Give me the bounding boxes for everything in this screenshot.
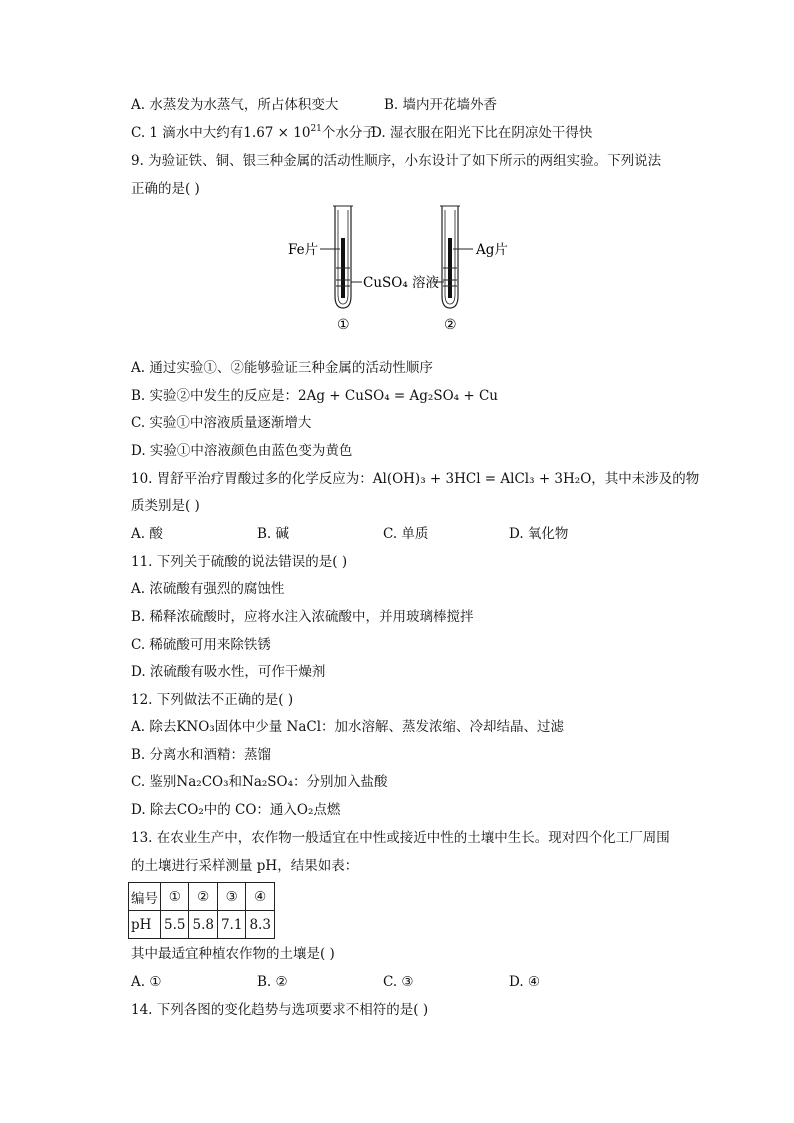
table-cell: 8.3 (246, 911, 274, 939)
table-cell: ① (161, 883, 189, 911)
q12-option-c: C. 鉴别Na₂CO₃和Na₂SO₄：分别加入盐酸 (131, 774, 388, 790)
q8-option-c-tail: 个水分子 (321, 125, 376, 141)
q12-option-d: D. 除去CO₂中的 CO：通入O₂点燃 (131, 802, 341, 818)
q13-option-b: B. ② (257, 974, 288, 990)
q10-stem-line1: 10. 胃舒平治疗胃酸过多的化学反应为：Al(OH)₃ + 3HCl = AlCl₃ + 3H₂O，其中未涉及的物 (131, 471, 700, 487)
q9-option-d: D. 实验①中溶液颜色由蓝色变为黄色 (131, 443, 353, 459)
test-tube-figure (280, 198, 520, 340)
q13-stem-line3: 其中最适宜种植农作物的土壤是( ) (131, 946, 335, 962)
q10-option-a: A. 酸 (131, 526, 163, 542)
table-row (129, 911, 275, 939)
q9-option-a: A. 通过实验①、②能够验证三种金属的活动性顺序 (131, 360, 433, 376)
table-cell: ④ (246, 883, 274, 911)
q9-stem-line1: 9. 为验证铁、铜、银三种金属的活动性顺序，小东设计了如下所示的两组实验。下列说法 (131, 153, 662, 169)
table-cell: 5.5 (161, 911, 189, 939)
q13-option-c: C. ③ (383, 974, 414, 990)
q8-option-c-text: C. 1 滴水中大约有1.67 × 10 (131, 125, 311, 141)
q14-stem: 14. 下列各图的变化趋势与选项要求不相符的是( ) (131, 1002, 429, 1018)
cuso4-solution-label: CuSO₄ 溶液 (363, 275, 440, 291)
q10-option-b: B. 碱 (257, 526, 290, 542)
q8-option-a: A. 水蒸发为水蒸气，所占体积变大 (131, 97, 339, 113)
table-cell: ③ (217, 883, 245, 911)
q8-option-c (131, 124, 376, 142)
fe-label: Fe片 (288, 242, 319, 258)
q10-option-d: D. 氧化物 (509, 526, 569, 542)
table-cell: 5.8 (189, 911, 217, 939)
test-tube-1 (333, 206, 353, 308)
q12-option-a: A. 除去KNO₃固体中少量 NaCl：加水溶解、蒸发浓缩、冷却结晶、过滤 (131, 719, 565, 735)
q11-option-d: D. 浓硫酸有吸水性，可作干燥剂 (131, 664, 326, 680)
q13-stem-line2: 的土壤进行采样测量 pH，结果如表： (131, 858, 359, 874)
tube-1-number: ① (337, 317, 350, 333)
q13-option-a: A. ① (131, 974, 162, 990)
q11-option-c: C. 稀硫酸可用来除铁锈 (131, 637, 271, 653)
q9-option-c: C. 实验①中溶液质量逐渐增大 (131, 415, 312, 431)
q12-option-b: B. 分离水和酒精：蒸馏 (131, 747, 272, 763)
q9-option-b: B. 实验②中发生的反应是：2Ag + CuSO₄ = Ag₂SO₄ + Cu (131, 388, 498, 404)
q8-option-b: B. 墙内开花墙外香 (384, 97, 498, 113)
soil-ph-table (128, 882, 275, 939)
q13-option-d: D. ④ (509, 974, 541, 990)
q13-stem-line1: 13. 在农业生产中，农作物一般适宜在中性或接近中性的土壤中生长。现对四个化工厂周围 (131, 830, 670, 846)
q9-stem-line2: 正确的是( ) (131, 181, 200, 197)
q8-option-c-exponent: 21 (310, 124, 322, 134)
q11-option-b: B. 稀释浓硫酸时，应将水注入浓硫酸中，并用玻璃棒搅拌 (131, 609, 474, 625)
table-cell: 7.1 (217, 911, 245, 939)
table-header-id: 编号 (129, 883, 161, 911)
q8-option-d: D. 湿衣服在阳光下比在阴凉处干得快 (371, 125, 593, 141)
ag-label: Ag片 (476, 242, 508, 258)
q11-stem: 11. 下列关于硫酸的说法错误的是( ) (131, 554, 348, 570)
q12-stem: 12. 下列做法不正确的是( ) (131, 692, 294, 708)
table-row (129, 883, 275, 911)
test-tube-2 (440, 206, 460, 308)
q11-option-a: A. 浓硫酸有强烈的腐蚀性 (131, 581, 285, 597)
tube-2-number: ② (444, 317, 457, 333)
q10-stem-line2: 质类别是( ) (131, 498, 200, 514)
table-cell: ② (189, 883, 217, 911)
q10-option-c: C. 单质 (383, 526, 429, 542)
table-header-ph: pH (129, 911, 161, 939)
